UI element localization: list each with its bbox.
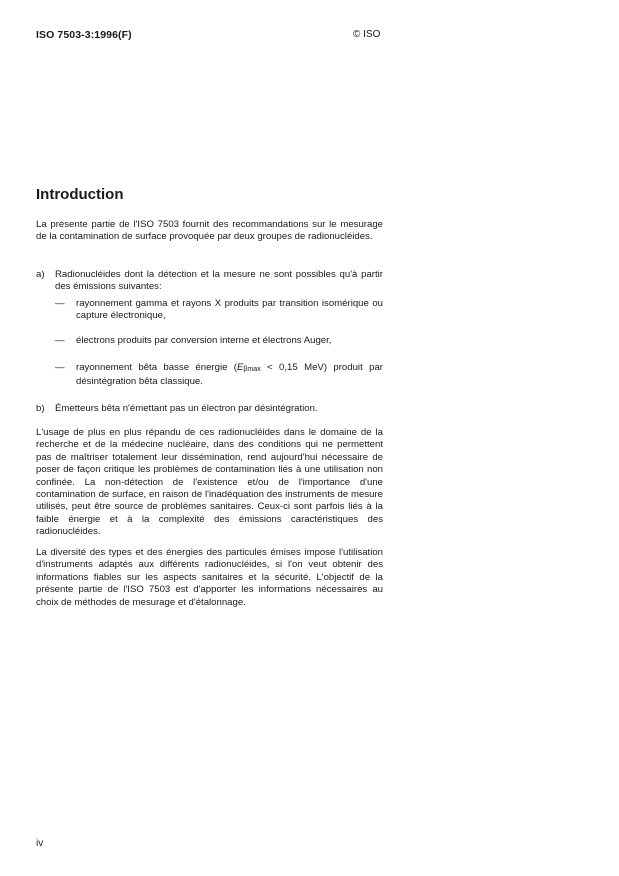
sub-item-3-text-end: < 0,15 MeV) produit par désintégration bêta classique. [76, 362, 383, 388]
list-item-b-text: Émetteurs bêta n'émettant pas un électron par désintégration. [55, 403, 318, 414]
sub-item-3-text [76, 362, 383, 389]
sub-item-1 [55, 298, 383, 323]
paragraph-diversity: La diversité des types et des énergies des particules émises impose l'utilisation d'instruments adaptés aux différents radionucléides, si l'on veut obtenir des informations fiables sur les aspects sanitaires et la sécurité. L'objectif de la présente partie de l'ISO 7503 est d'apporter les informations nécessaires au choix de méthodes de mesurage et d'étalonnage. [36, 547, 383, 608]
intro-paragraph: La présente partie de l'ISO 7503 fournit des recommandations sur le mesurage de la contamination de surface provoquée par deux groupes de radionucléides. [36, 219, 383, 243]
standard-reference: ISO 7503-3:1996(F) [36, 29, 132, 41]
energy-symbol: E [237, 362, 244, 373]
paragraph-usage: L'usage de plus en plus répandu de ces radionucléides dans le domaine de la recherche et de la médecine nucléaire, dans des conditions qui ne permettent pas de maîtriser totalement leur dissémination, rend aujourd'hui nécessaire de poser de façon critique les problèmes de contamination liés à une utilisation non confinée. La non-détection de l'existence et/ou de l'importance d'une contamination de surface, en raison de l'inadéquation des instruments de mesure utilisés, peut être source de problèmes sanitaires. Ceux-ci sont parfois liés à la faible énergie et à la complexité des émissions caractéristiques des radionucléides. [36, 427, 383, 538]
list-item-a [36, 269, 383, 294]
dash-marker: — [55, 298, 65, 309]
sub-item-2-text: électrons produits par conversion interne et électrons Auger, [76, 335, 332, 346]
list-item-a-label: a) [36, 269, 45, 280]
section-title: Introduction [36, 186, 124, 203]
energy-subscript: βmax [243, 366, 261, 373]
copyright-notice: © ISO [353, 29, 381, 40]
list-item-b-label: b) [36, 403, 45, 414]
dash-marker: — [55, 362, 65, 373]
sub-item-2 [55, 335, 383, 347]
list-item-a-text: Radionucléides dont la détection et la mesure ne sont possibles qu'à partir des émissions suivantes: [55, 269, 383, 293]
sub-item-3 [55, 362, 383, 389]
sub-item-3-text-start: rayonnement bêta basse énergie ( [76, 362, 237, 373]
list-item-b [36, 403, 383, 415]
dash-marker: — [55, 335, 65, 346]
page-number: iv [36, 838, 44, 849]
sub-item-1-text: rayonnement gamma et rayons X produits par transition isomérique ou capture électronique, [76, 298, 383, 322]
